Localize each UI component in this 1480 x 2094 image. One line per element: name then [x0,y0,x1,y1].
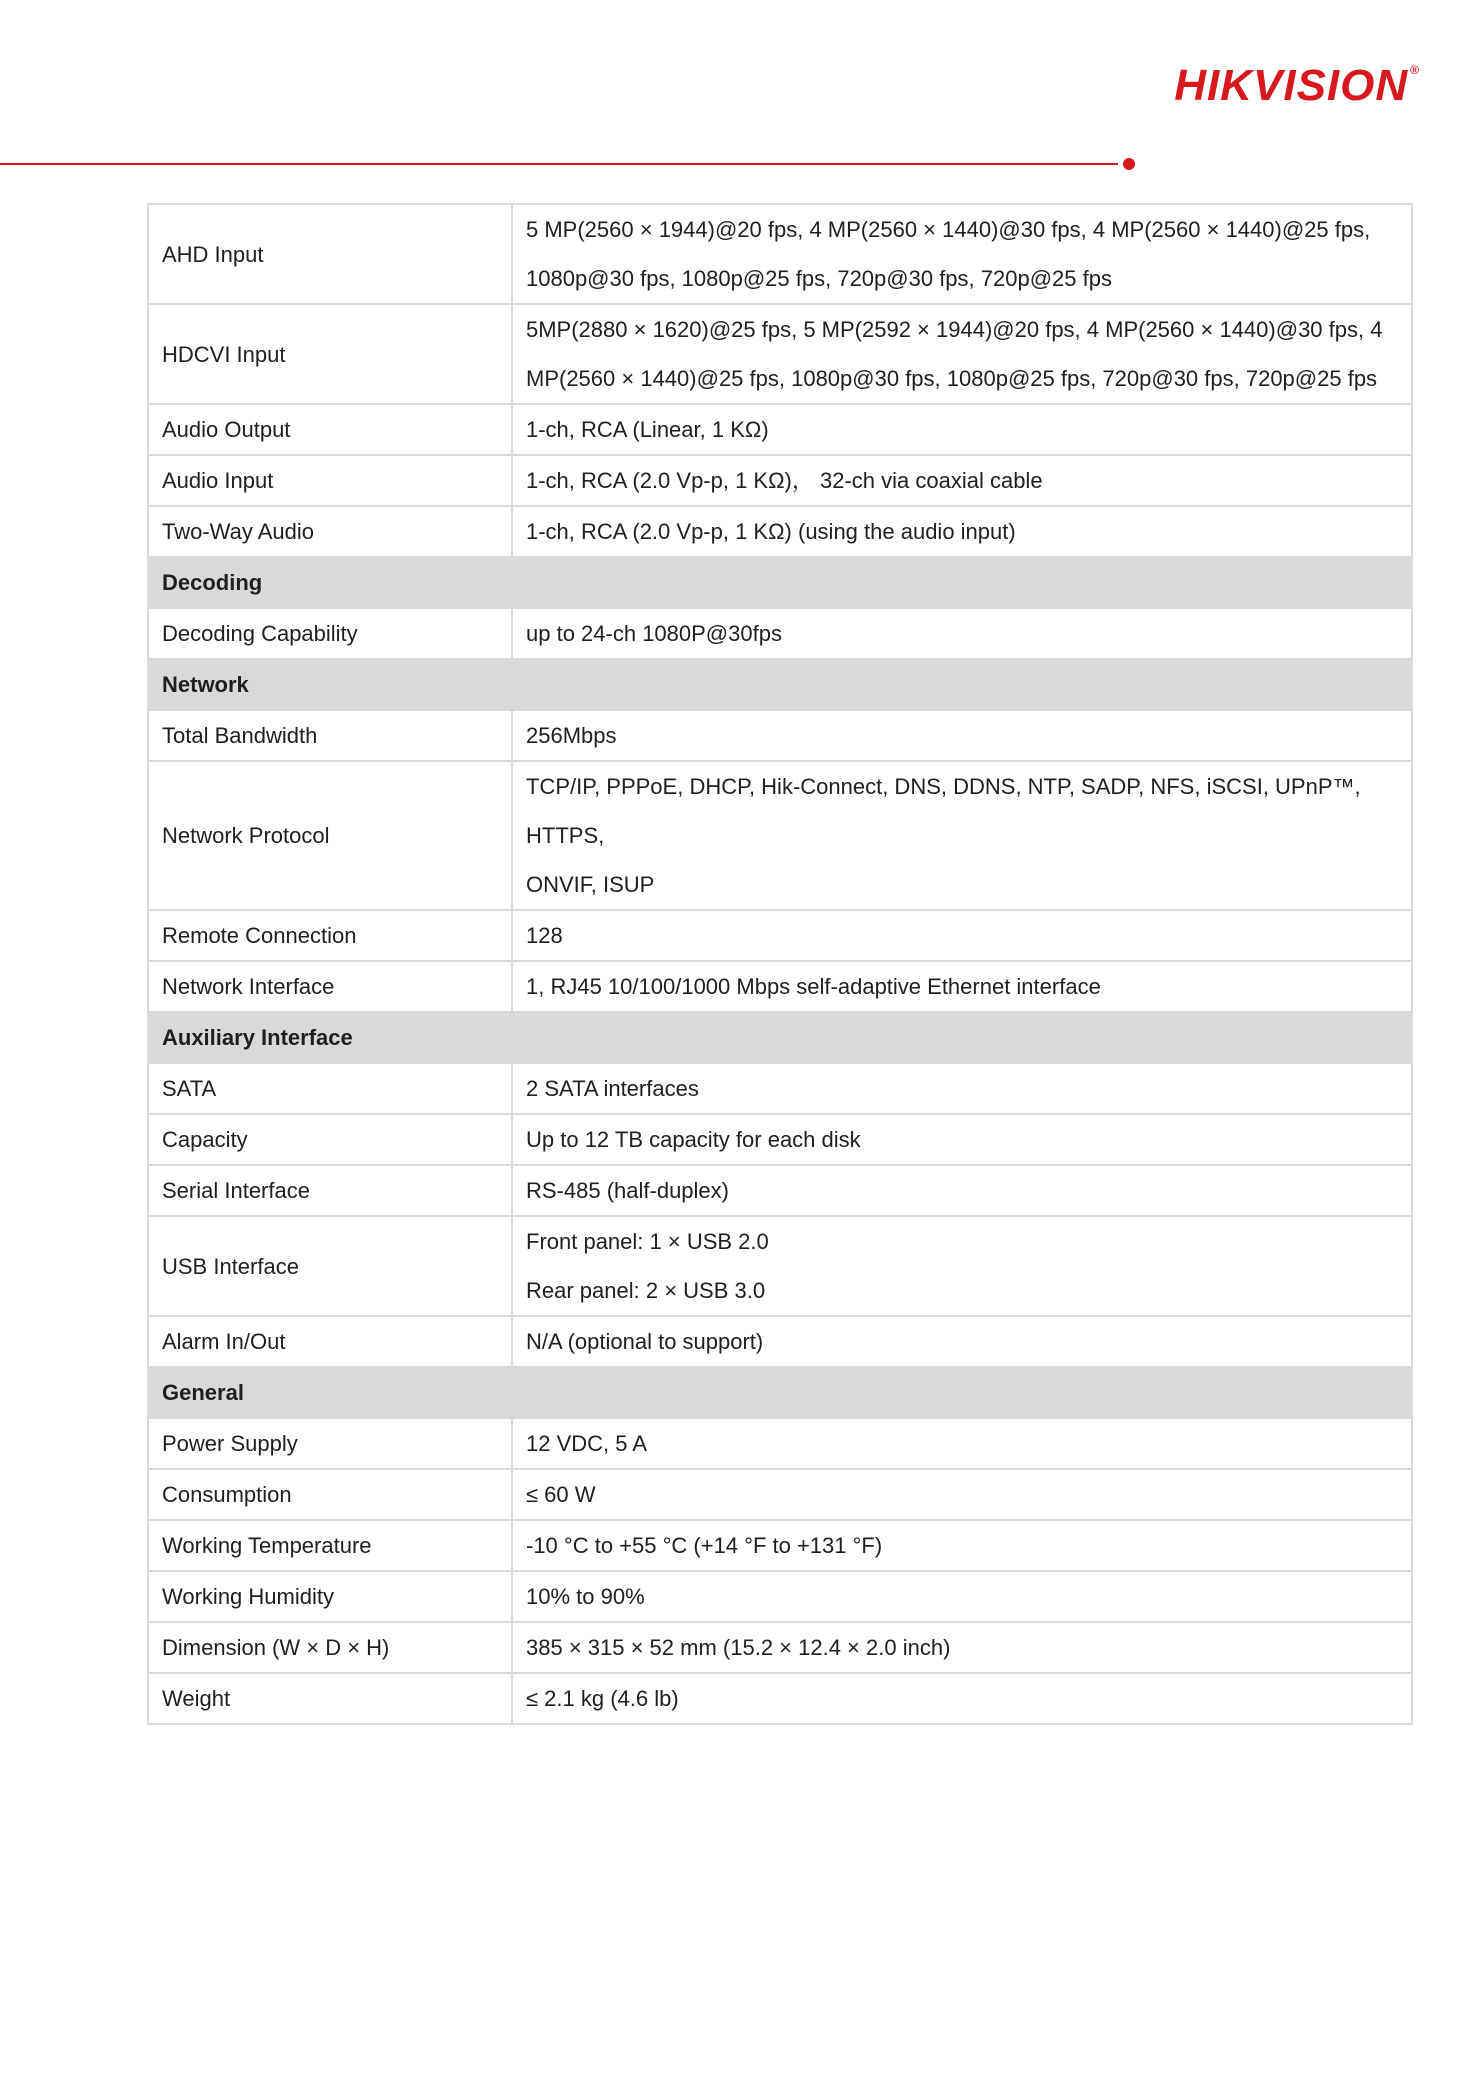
spec-row [148,910,1412,961]
spec-label: Decoding Capability [148,608,512,659]
spec-row [148,1520,1412,1571]
spec-value-line: 2 SATA interfaces [526,1076,699,1101]
spec-label: Working Humidity [148,1571,512,1622]
spec-value [512,455,1412,506]
spec-value-line: 1-ch, RCA (2.0 Vp-p, 1 KΩ) (using the audio input) [526,519,1016,544]
spec-value-line: 128 [526,923,563,948]
section-header-row [148,659,1412,710]
spec-value-line: 256Mbps [526,723,617,748]
spec-row [148,1063,1412,1114]
spec-value-line: ≤ 60 W [526,1482,596,1507]
spec-value [512,304,1412,404]
spec-value [512,1622,1412,1673]
registered-mark: ® [1410,63,1420,77]
header-rule [0,163,1118,165]
spec-row [148,1165,1412,1216]
spec-label: USB Interface [148,1216,512,1316]
spec-value-line: 1, RJ45 10/100/1000 Mbps self-adaptive Ethernet interface [526,974,1101,999]
spec-value-line: 5MP(2880 × 1620)@25 fps, 5 MP(2592 × 1944)@20 fps, 4 MP(2560 × 1440)@30 fps, 4 [526,317,1383,342]
spec-label: SATA [148,1063,512,1114]
brand-logo [1174,61,1420,110]
section-header-row [148,1012,1412,1063]
spec-value [512,1469,1412,1520]
section-title: Decoding [148,557,1412,608]
spec-value-line: -10 °C to +55 °C (+14 °F to +131 °F) [526,1533,883,1558]
spec-value-line: MP(2560 × 1440)@25 fps, 1080p@30 fps, 1080p@25 fps, 720p@30 fps, 720p@25 fps [526,366,1378,391]
spec-label: Capacity [148,1114,512,1165]
spec-value [512,1673,1412,1724]
header-dot [1123,158,1135,170]
section-header-row [148,1367,1412,1418]
section-title: Auxiliary Interface [148,1012,1412,1063]
spec-value-line: TCP/IP, PPPoE, DHCP, Hik-Connect, DNS, DDNS, NTP, SADP, NFS, iSCSI, UPnP™, HTTPS, [526,774,1361,848]
spec-row [148,304,1412,404]
spec-label: AHD Input [148,204,512,304]
spec-row [148,1114,1412,1165]
spec-row [148,961,1412,1012]
section-title: Network [148,659,1412,710]
spec-label: Power Supply [148,1418,512,1469]
spec-value [512,1520,1412,1571]
spec-value-line: Rear panel: 2 × USB 3.0 [526,1278,766,1303]
spec-value [512,608,1412,659]
spec-value [512,506,1412,557]
spec-row [148,761,1412,910]
spec-row [148,506,1412,557]
spec-label: Serial Interface [148,1165,512,1216]
spec-value [512,1571,1412,1622]
spec-table [147,203,1413,1725]
spec-value [512,1165,1412,1216]
spec-label: Working Temperature [148,1520,512,1571]
spec-table-body [148,204,1412,1724]
spec-label: Two-Way Audio [148,506,512,557]
spec-label: Alarm In/Out [148,1316,512,1367]
brand-logo-text: HIKVISION [1174,61,1409,110]
spec-label: Network Interface [148,961,512,1012]
spec-value-line: 12 VDC, 5 A [526,1431,648,1456]
spec-value-line: 1080p@30 fps, 1080p@25 fps, 720p@30 fps, 720p@25 fps [526,266,1112,291]
spec-value [512,1114,1412,1165]
spec-row [148,1622,1412,1673]
spec-row [148,1469,1412,1520]
spec-value-line: 1-ch, RCA (2.0 Vp-p, 1 KΩ)， 32-ch via coaxial cable [526,468,1043,493]
spec-label: Audio Output [148,404,512,455]
spec-value [512,404,1412,455]
spec-value-line: N/A (optional to support) [526,1329,764,1354]
spec-row [148,1571,1412,1622]
spec-row [148,1673,1412,1724]
spec-label: Consumption [148,1469,512,1520]
spec-row [148,1316,1412,1367]
spec-label: Weight [148,1673,512,1724]
spec-label: Total Bandwidth [148,710,512,761]
spec-label: Remote Connection [148,910,512,961]
spec-value [512,1063,1412,1114]
section-header-row [148,557,1412,608]
spec-label: HDCVI Input [148,304,512,404]
spec-value-line: Up to 12 TB capacity for each disk [526,1127,861,1152]
spec-value-line: 5 MP(2560 × 1944)@20 fps, 4 MP(2560 × 1440)@30 fps, 4 MP(2560 × 1440)@25 fps, [526,217,1371,242]
spec-value-line: up to 24-ch 1080P@30fps [526,621,782,646]
spec-label: Dimension (W × D × H) [148,1622,512,1673]
spec-row [148,204,1412,304]
spec-value-line: RS-485 (half-duplex) [526,1178,729,1203]
spec-row [148,455,1412,506]
spec-value-line: 385 × 315 × 52 mm (15.2 × 12.4 × 2.0 inch) [526,1635,951,1660]
spec-label: Network Protocol [148,761,512,910]
spec-row [148,404,1412,455]
spec-value [512,961,1412,1012]
spec-row [148,1216,1412,1316]
spec-value [512,761,1412,910]
spec-row [148,608,1412,659]
section-title: General [148,1367,1412,1418]
spec-value-line: ≤ 2.1 kg (4.6 lb) [526,1686,679,1711]
spec-value [512,204,1412,304]
spec-value [512,1316,1412,1367]
spec-value-line: 10% to 90% [526,1584,645,1609]
spec-value-line: Front panel: 1 × USB 2.0 [526,1229,769,1254]
spec-label: Audio Input [148,455,512,506]
spec-value [512,1418,1412,1469]
spec-row [148,1418,1412,1469]
spec-value [512,1216,1412,1316]
spec-value-line: ONVIF, ISUP [526,872,655,897]
spec-value [512,710,1412,761]
spec-value-line: 1-ch, RCA (Linear, 1 KΩ) [526,417,769,442]
spec-value [512,910,1412,961]
spec-row [148,710,1412,761]
